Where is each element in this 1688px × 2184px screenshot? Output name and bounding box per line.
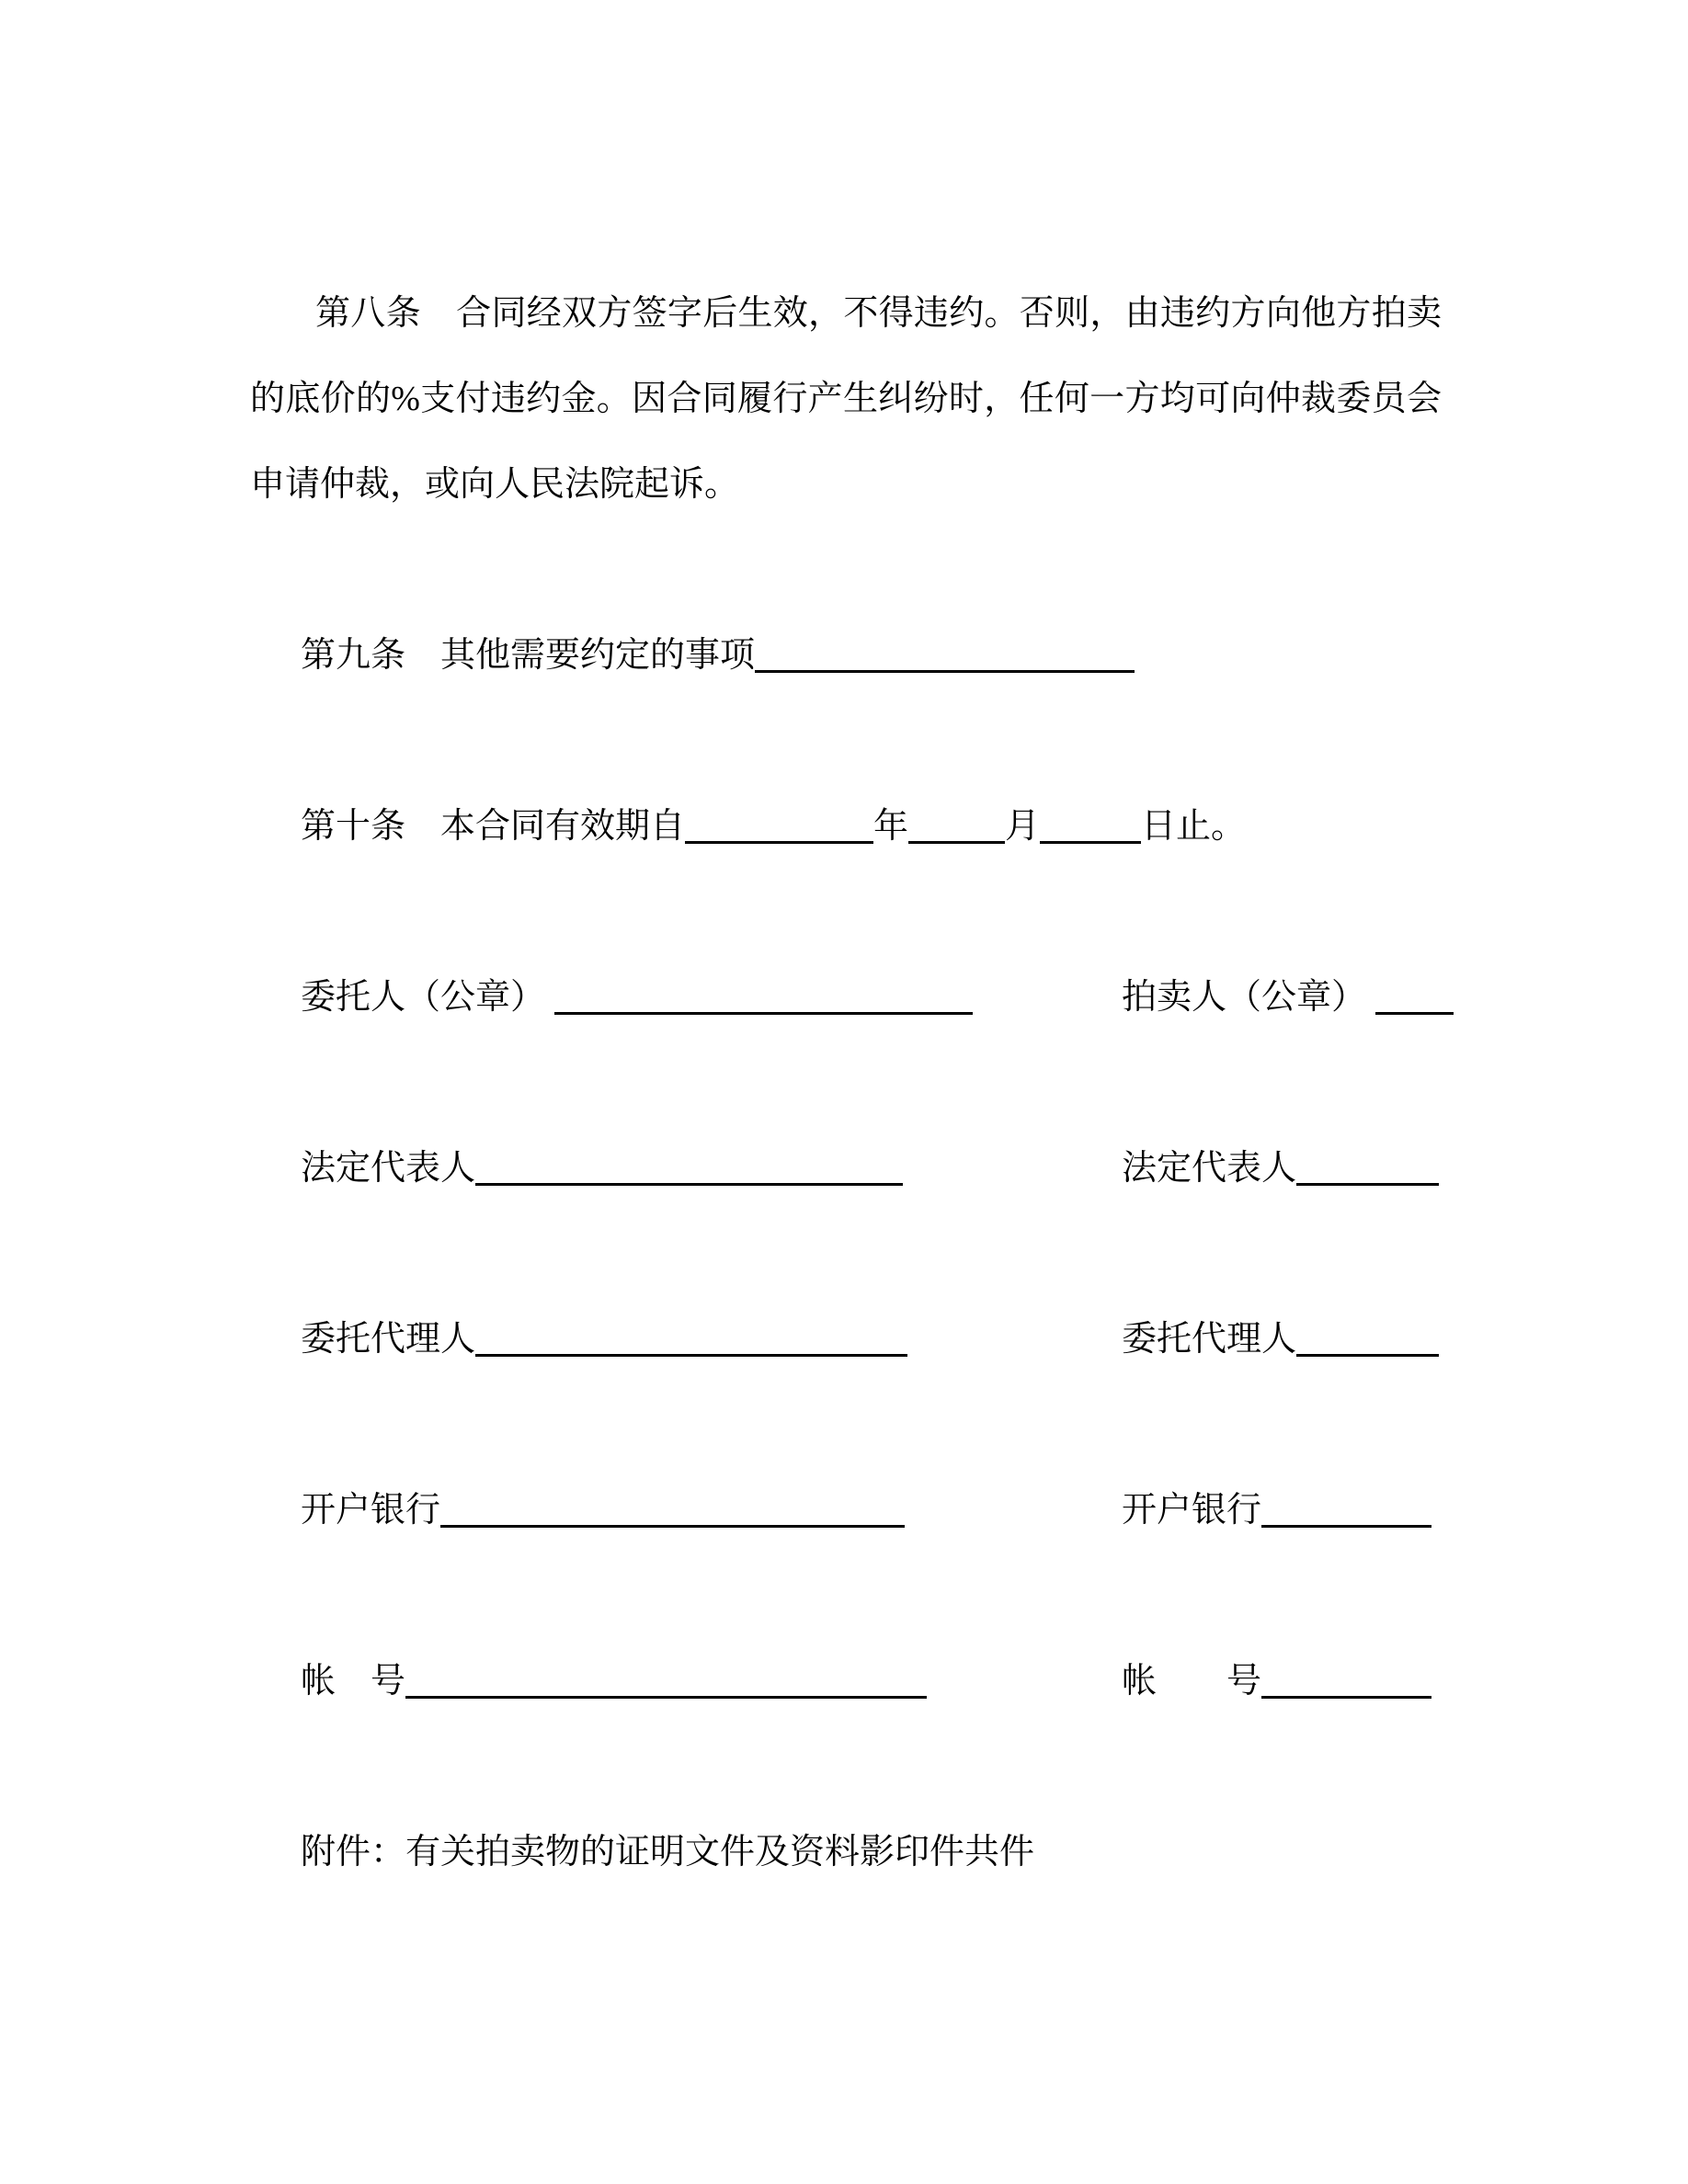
signature-row-legal-representative — [250, 1126, 1442, 1211]
auctioneer-seal-label: 拍卖人（公章） — [1122, 978, 1367, 1017]
bank-right-label: 开户银行 — [1122, 1491, 1262, 1530]
blank-line — [755, 639, 1135, 673]
legal-representative-right-label: 法定代表人 — [1122, 1149, 1297, 1188]
signature-row-account-number — [250, 1639, 1442, 1724]
entrusted-agent-left-label: 委托代理人 — [301, 1320, 476, 1359]
account-number-right-label: 帐 号 — [1122, 1662, 1262, 1701]
day-suffix: 日止。 — [1141, 807, 1247, 846]
clause-10-prefix: 第十条 本合同有效期自 — [301, 807, 686, 846]
blank-line — [475, 1323, 907, 1357]
blank-line — [1261, 1665, 1431, 1699]
blank-line — [475, 1152, 903, 1186]
bank-left-label: 开户银行 — [301, 1491, 441, 1530]
blank-line — [440, 1494, 905, 1528]
attachment-line — [250, 1810, 1442, 1895]
signature-row-seal — [250, 955, 1442, 1041]
legal-representative-right-cell — [1122, 1126, 1439, 1211]
principal-seal-label: 委托人（公章） — [301, 978, 546, 1017]
blank-line — [1296, 1152, 1439, 1186]
attachment-text: 附件：有关拍卖物的证明文件及资料影印件共件 — [301, 1833, 1035, 1871]
bank-right-cell — [1122, 1468, 1431, 1553]
blank-line — [685, 810, 873, 844]
month-label: 月 — [1005, 807, 1041, 846]
signature-row-entrusted-agent — [250, 1297, 1442, 1382]
auctioneer-seal-cell — [1122, 955, 1454, 1041]
clause-9-line — [250, 613, 1442, 699]
clause-8-paragraph: 第八条 合同经双方签字后生效，不得违约。否则，由违约方向他方拍卖的底价的%支付违约金。因合同履行产生纠纷时，任何一方均可向仲裁委员会申请仲裁，或向人民法院起诉。 — [250, 294, 1442, 504]
blank-line — [1040, 810, 1141, 844]
blank-line — [405, 1665, 927, 1699]
account-number-right-cell — [1122, 1639, 1431, 1724]
account-number-left-label: 帐 号 — [301, 1662, 406, 1701]
clause-10-line — [250, 784, 1442, 870]
blank-line — [554, 981, 973, 1015]
entrusted-agent-right-cell — [1122, 1297, 1439, 1382]
year-label: 年 — [873, 807, 909, 846]
blank-line — [1261, 1494, 1431, 1528]
clause-9-label: 第九条 其他需要约定的事项 — [301, 636, 756, 675]
blank-line — [1375, 981, 1454, 1015]
blank-line — [908, 810, 1005, 844]
legal-representative-left-label: 法定代表人 — [301, 1149, 476, 1188]
entrusted-agent-right-label: 委托代理人 — [1122, 1320, 1297, 1359]
blank-line — [1296, 1323, 1439, 1357]
signature-row-bank — [250, 1468, 1442, 1553]
